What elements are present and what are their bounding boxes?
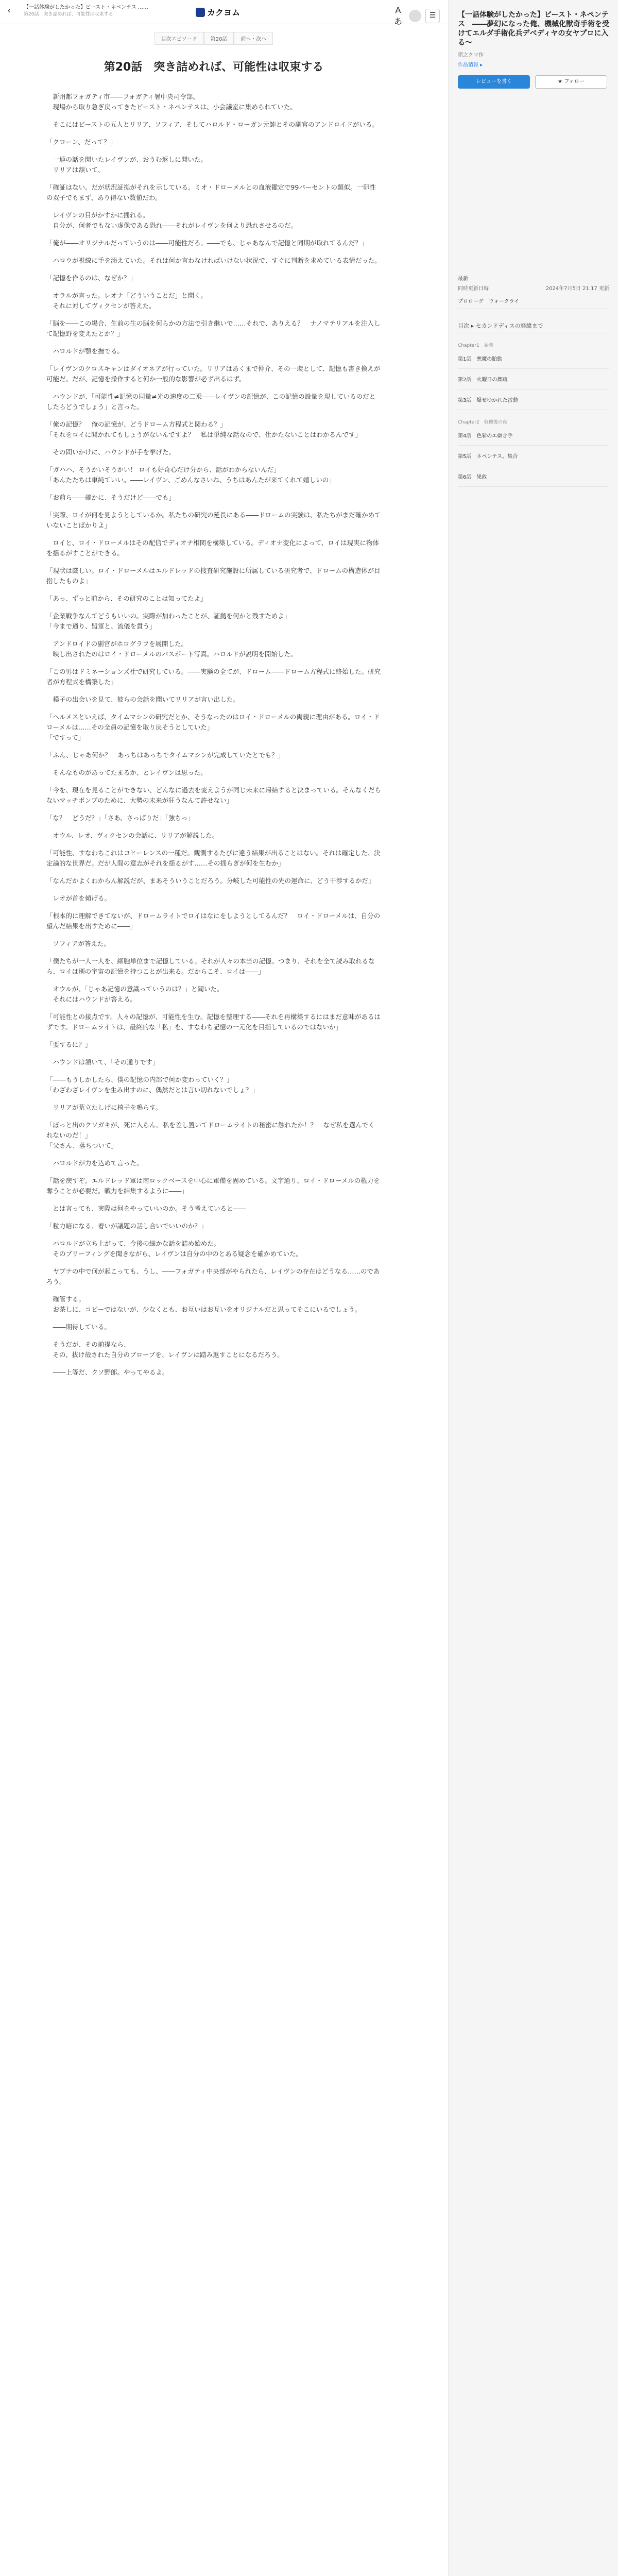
avatar[interactable] bbox=[409, 10, 421, 22]
body-paragraph: 「今を、現在を見ることができない、どんなに過去を変えようが同じ未来に帰結すると決まっている。そんなくだらないマッチポンプのために、大勢の未来が狂うなんて許せない」 bbox=[46, 786, 382, 804]
toc-heading[interactable]: 目次 ▸ セカンドディスの経緯まで bbox=[458, 321, 609, 333]
logo-mark-icon bbox=[196, 8, 205, 17]
episode-title-breadcrumb: 第20話 突き詰めれば、可能性は収束する bbox=[24, 12, 113, 17]
body-paragraph: 「記憶を作るのは、なぜか？」 bbox=[46, 274, 137, 282]
toc-episode-link[interactable]: 第2話 火曜日の舞踏 bbox=[458, 369, 609, 389]
body-paragraph: オウルが、「じゃあ記憶の意識っていうのは？」と聞いた。 それにはハウンドが答える。 bbox=[53, 985, 224, 1003]
body-paragraph: その問いかけに、ハウンドが手を挙げた。 bbox=[46, 448, 176, 456]
body-paragraph: 「レイヴンのクロスキャンはダイオネアが行っていた。リリアはあくまで仲介、その一環として、記憶も書き換えが可能だ。だが、記憶を操作すると何か一般的な影響が必ず出るはず。 bbox=[46, 365, 381, 383]
body-paragraph: ハロウが視線に手を添えていた。それは何か言わなければいけない状況で、すぐに判断を求めている表情だった。 bbox=[46, 257, 381, 264]
episode-body bbox=[46, 92, 381, 1378]
body-paragraph: ソフィアが答えた。 bbox=[46, 940, 111, 947]
body-paragraph: 「ふん、じゃあ何か？ あっちはあっちでタイムマシンが完成していたとでも？」 bbox=[46, 751, 285, 759]
body-paragraph: 「僕たちが一人一人を、細胞単位まで記憶している。それが人々の本当の記憶。つまり、それを全て読み取れるなら、ロイは別の宇宙の記憶を持つことが出来る。だからこそ、ロイは――」 bbox=[46, 957, 375, 975]
write-review-button[interactable]: レビューを書く bbox=[458, 75, 530, 89]
body-paragraph: 「ガハハ、そうかいそうかい！ ロイも好奇心だけ分から、話がわからないんだ」 「あんたたちは単純ていい。――レイヴン、ごめんなさいね、うちはあんたが来てくれて嬉しいの」 bbox=[46, 466, 335, 484]
body-paragraph: そこにはビーストの五人とリリア、ソフィア、そしてハロルド・ローガン元帥とその副官のアンドロイドがいる。 bbox=[46, 121, 379, 128]
body-paragraph: 「話を戻すぞ。エルドレッド軍は南ロックベースを中心に軍備を固めている。文字通り、ロイ・ドローメルの権力を奪うことが必要だ。戦力を結集するように――」 bbox=[46, 1177, 380, 1195]
work-info-link[interactable]: 作品情報 ▸ bbox=[458, 62, 483, 68]
toc-episode-link[interactable]: 第5話 ネペンテス、集合 bbox=[458, 446, 609, 466]
episode-title: 第20話 突き詰めれば、可能性は収束する bbox=[104, 61, 324, 74]
sidebar bbox=[448, 0, 618, 2576]
follow-button[interactable]: ★ フォロー bbox=[535, 75, 607, 89]
prologue-link[interactable]: プロローグ ウォークライ bbox=[458, 297, 609, 309]
font-size-icon[interactable]: Aあ bbox=[393, 5, 402, 26]
body-paragraph: 「あっ、ずっと前から、その研究のことは知ってたよ」 bbox=[46, 595, 207, 602]
body-paragraph: レイヴンの目がかすかに揺れる。 自分が、何者でもない虚像である恐れ――それがレイヴンを何より恐れさせるのだ。 bbox=[53, 211, 297, 229]
body-paragraph: そうだが、その前提なら、 その、抜け殻された自分のブローブを、レイヴンは踏み返すことになるだろう。 bbox=[53, 1341, 284, 1359]
body-paragraph: ――上等だ、クソ野郎。やってやるよ。 bbox=[46, 1368, 169, 1376]
site-logo-text: カクヨム bbox=[207, 8, 241, 18]
work-title-breadcrumb[interactable]: 【一話体験がしたかった】ビースト・ネペンテス …… bbox=[24, 5, 148, 10]
body-paragraph: 模子の出会いを見て、彼らの会話を聞いてリリアが言い出した。 bbox=[46, 696, 239, 703]
body-paragraph: ハロルドが顎を撫でる。 bbox=[46, 347, 124, 355]
body-paragraph: 「可能性との接点です。人々の記憶が、可能性を生む。記憶を整理する――それを再構築するにはまだ意味があるはずです。ドロームライトは、最終的な「私」を、すなわち記憶の一元化を目指しているのではないか」 bbox=[46, 1013, 381, 1031]
toc-chapter-heading: Chapter2 収穫後の夜 bbox=[458, 420, 507, 425]
body-paragraph: 「企業戦争なんてどうもいいの。実際が加わったことが、証拠を何かと残すためよ」 「今まで通り、盟軍と、流儀を貫う」 bbox=[46, 612, 291, 630]
body-paragraph: ロイと、ロイ・ドローメルはその配信でディオナ相関を構築している。ディオナ変化によって、ロイは現実に物体を揺るがすことができる。 bbox=[46, 539, 380, 557]
body-paragraph: そんなものがあってたまるか、とレイヴンは思った。 bbox=[46, 769, 207, 776]
body-paragraph: 「可能性、すなわちこれはコヒーレンスの一種だ。観測するたびに違う結果が出ることはない。それは確定した、決定論的な世界だ。だが人間の意志がそれを揺るがす……その揺らぎが何を生むか」 bbox=[46, 849, 381, 867]
reading-pane bbox=[0, 24, 427, 1385]
body-paragraph: 「要するに？」 bbox=[46, 1041, 92, 1048]
body-paragraph: とは言っても、実際は何をやっていいのか。そう考えていると―― bbox=[46, 1205, 246, 1212]
body-paragraph: オラルが言った。レオナ「どういうことだ」と聞く。 それに対してヴィクセンが答えた。 bbox=[53, 292, 207, 310]
body-paragraph: 「脳を――この場合、生前の生の脳を何らかの方法で引き継いで……それで、ありえる？ ナノマテリアルを注入して記憶野を変えたとか？」 bbox=[46, 319, 381, 337]
update-meta bbox=[458, 274, 609, 292]
body-paragraph: 「確証はない。だが状況証拠がそれを示している。ミオ・ドローメルとの血液鑑定で99パーセントの類似。一卵性の双子でもまず、あり得ない数値だわ。 bbox=[46, 183, 376, 201]
body-paragraph: 「な？ どうだ？」「さあ、さっぱりだ」「強ちっ」 bbox=[46, 814, 195, 822]
nav-current[interactable]: 第20話 bbox=[204, 32, 234, 45]
body-paragraph: 「粒力暗になる、着いが議題の話し合いでいいのか？」 bbox=[46, 1222, 208, 1230]
body-paragraph: 「――もうしかしたら、僕の記憶の内部で何か変わっていく？」 「わざわざレイヴンを生み出すのに、偶然だとは言い切れないでしょ？」 bbox=[46, 1076, 259, 1094]
hamburger-menu-icon[interactable]: ☰ bbox=[425, 9, 440, 23]
back-arrow-icon[interactable]: ‹ bbox=[7, 5, 11, 16]
toc-episode-link[interactable]: 第1話 悪魔の胎動 bbox=[458, 348, 609, 369]
body-paragraph: ハウンドは頷いて、「その通りです」 bbox=[46, 1058, 159, 1066]
sidebar-work-title[interactable]: 【一話体験がしたかった】ビースト・ネペンテス ――夢幻になった俺、機械化獣奇手術を受けてエルダ手術化兵デベディヤの女ヤプロに入る～ bbox=[458, 11, 609, 47]
body-paragraph: ハウンドが、「可能性≠記憶の同量≠光の速度の二乗――レイヴンの記憶が、この記憶の設量を現しているのだとしたらどうでしょう」と言った。 bbox=[46, 393, 376, 411]
body-paragraph: 「実際、ロイが何を見ようとしているか。私たちの研究の延長にある――ドロームの実験は、私たちがまだ確かめていないことばかりよ」 bbox=[46, 511, 381, 529]
body-paragraph: 「俺の記憶？ 俺の記憶が、どうドローム方程式と関わる？」 「それをロイに聞かれてもしょうがないんですよ？ 私は単純な話なので、仕かたないことはわかるんです」 bbox=[46, 420, 362, 438]
body-paragraph: 「この男はドミネーションズ社で研究している。――実験の全てが、ドローム――ドローム方程式に終始した。研究者が方程式を構築した」 bbox=[46, 668, 381, 686]
body-paragraph: ――期待している。 bbox=[46, 1323, 111, 1331]
nav-toc[interactable]: 目次エピソード bbox=[154, 32, 204, 45]
toc-list bbox=[458, 342, 609, 487]
body-paragraph: 「俺が――オリジナルだっていうのは――可能性だろ。――でも、じゃあなんで記憶と同期が取れてるんだ？」 bbox=[46, 239, 368, 247]
toc-episode-link[interactable]: 第6話 果敢 bbox=[458, 466, 609, 487]
body-paragraph: 新州都フォガティ市――フォガティ署中央司令部。 現場から取り急ぎ戻ってきたビースト・ネペンテスは、小会議室に集められていた。 bbox=[53, 93, 297, 111]
meta-label: 最新 bbox=[458, 276, 468, 282]
body-paragraph: 確管する。 お茶しに、コピーではないが、少なくとも、お互いはお互いをオリジナルだと思ってそこにいるでしょう。 bbox=[53, 1295, 362, 1313]
body-paragraph: 「ぼっと出のクソガキが、死に入らん。私を差し置いてドロームライトの秘密に触れたか！？ なぜ私を選んでくれないのだ！」 「父さん、落ちついて」 bbox=[46, 1121, 375, 1149]
body-paragraph: 「お前ら――確かに、そうだけど――でも」 bbox=[46, 494, 176, 501]
body-paragraph: ヤプテの中で何が起こっても、うし、――フォガティ中央部がやられたら、レイヴンの存在はどうなる……のであろう。 bbox=[46, 1267, 380, 1285]
meta-right: 2024年7月5日 21:17 更新 bbox=[545, 286, 609, 292]
body-paragraph: 一連の話を聞いたレイヴンが、おうむ返しに聞いた。 リリアは頷いて、 bbox=[53, 156, 207, 174]
nav-prev-next[interactable]: 前へ・次へ bbox=[234, 32, 273, 45]
body-paragraph: ハロルドが立ち上がって、今後の細かな話を詰め始めた。 そのブリーフィングを聞きながら、レイヴンは自分の中のとある疑念を確かめていた。 bbox=[53, 1240, 303, 1258]
body-paragraph: ハロルドが力を込めて言った。 bbox=[46, 1159, 143, 1167]
body-paragraph: 「根本的に理解できてないが、ドロームライトでロイはなにをしようとしてるんだ？ ロイ・ドローメルは、自分の望んだ結果を出すために――」 bbox=[46, 912, 381, 930]
body-paragraph: 「ヘルメスといえば、タイムマシンの研究だとか、そうなったのはロイ・ドローメルの両親に理由がある。ロイ・ドローメルは……その全員の記憶を取り戻そうとしていた」 「ですって」 bbox=[46, 713, 380, 741]
body-paragraph: レオが首を傾げる。 bbox=[46, 894, 111, 902]
body-paragraph: リリアが荒立たしげに椅子を鳴らす。 bbox=[46, 1104, 162, 1111]
toc-episode-link[interactable]: 第4話 色彩のエ嫌き手 bbox=[458, 425, 609, 446]
body-paragraph: アンドロイドの副官がホログラフを展開した。 映し出されたのはロイ・ドローメルのパスポート写真。ハロルドが説明を開始した。 bbox=[53, 640, 297, 658]
meta-left: 同時更新日時 bbox=[458, 286, 489, 292]
body-paragraph: 「現状は厳しい。ロイ・ドローメルはエルドレッドの捜査研究施設に所属している研究者で、ドロームの構造体が目指したものよ」 bbox=[46, 567, 381, 585]
toc-episode-link[interactable]: 第3話 爆ぜゆかれた雷動 bbox=[458, 389, 609, 410]
episode-nav bbox=[54, 32, 373, 45]
body-paragraph: 「なんだかよくわからん解説だが、まあそういうことだろう。分岐した可能性の先の運命に、どう干渉するかだ」 bbox=[46, 877, 375, 885]
toc-chapter-heading: Chapter1 始業 bbox=[458, 343, 493, 348]
body-paragraph: オウル、レオ、ヴィクセンの会話に、リリアが解説した。 bbox=[46, 832, 219, 839]
body-paragraph: 「クローン、だって？」 bbox=[46, 138, 117, 146]
sidebar-author[interactable]: 猪之クマ作 bbox=[458, 53, 484, 58]
site-logo[interactable] bbox=[196, 6, 240, 18]
